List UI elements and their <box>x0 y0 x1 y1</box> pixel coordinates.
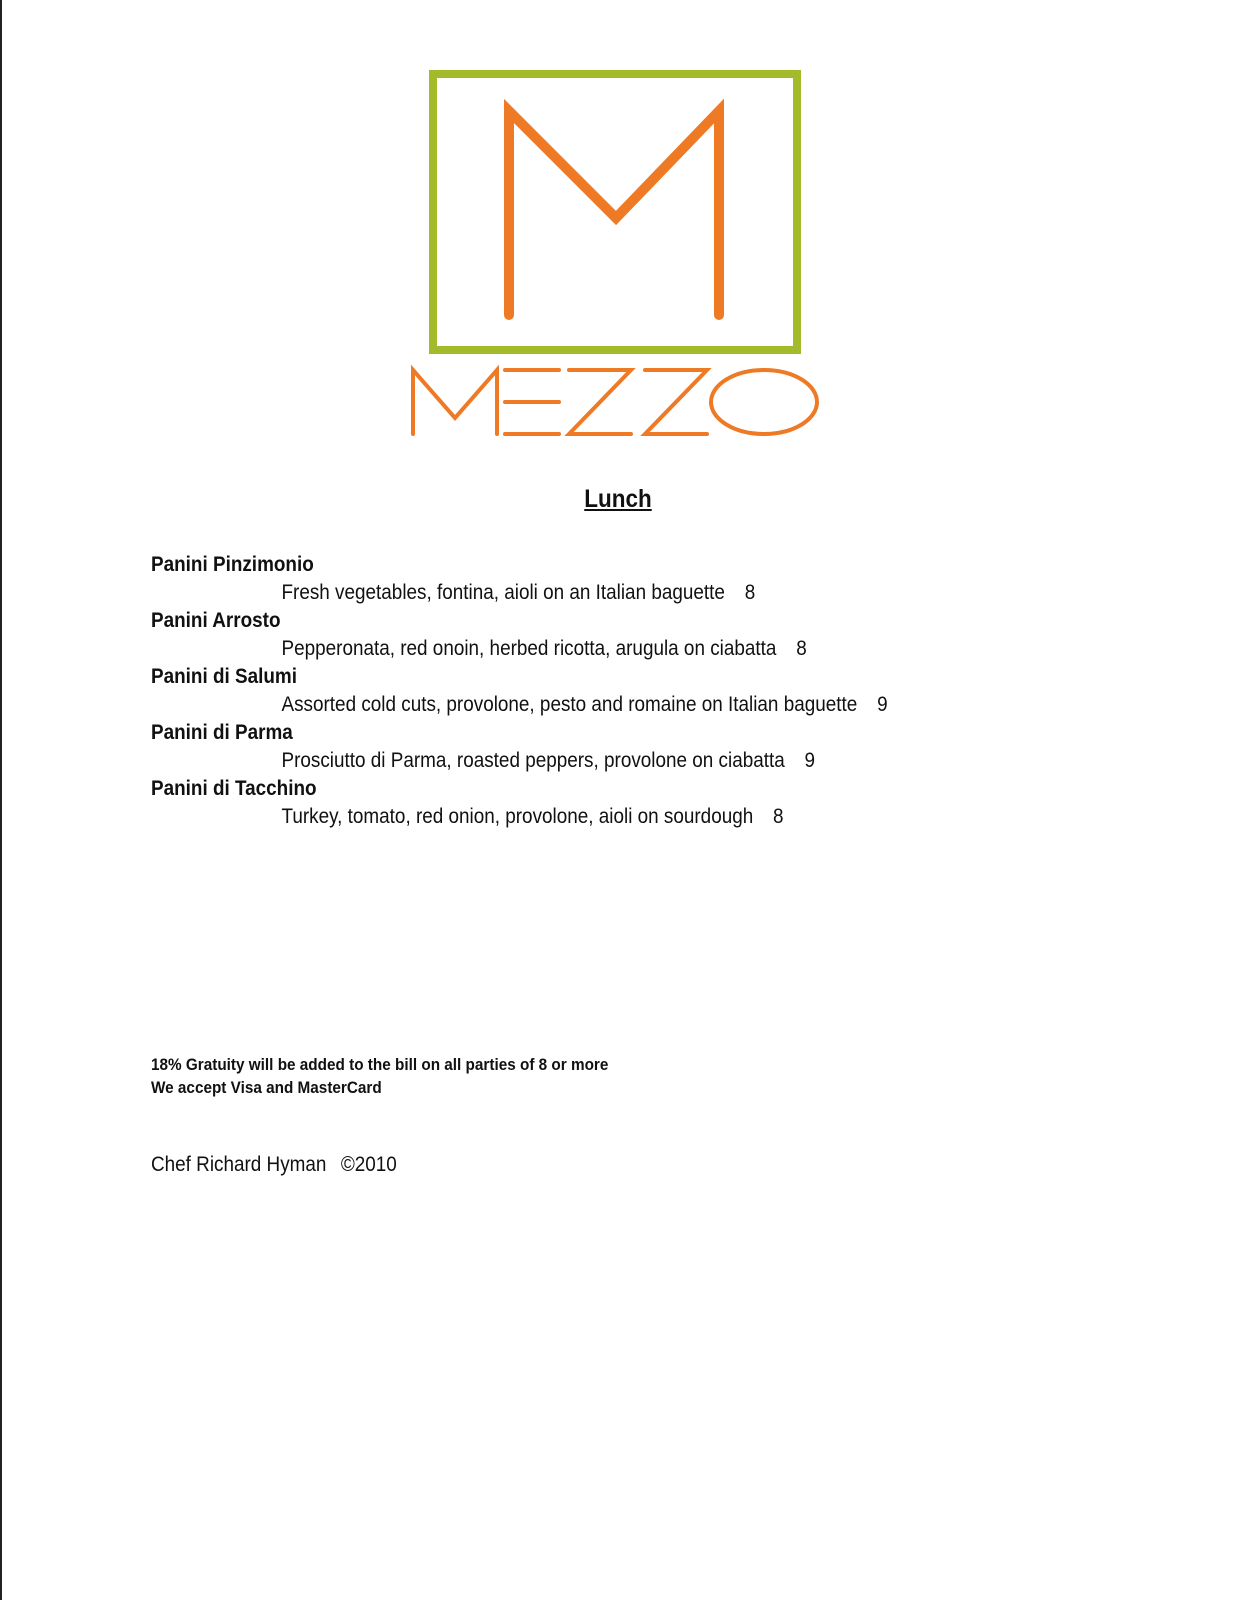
chef-credit: Chef Richard Hyman <box>151 1153 327 1176</box>
item-name: Panini di Salumi <box>151 665 297 688</box>
menu-item <box>151 719 1051 775</box>
footer <box>151 1153 397 1177</box>
item-name: Panini Arrosto <box>151 609 281 632</box>
gratuity-note: 18% Gratuity will be added to the bill on all parties of 8 or more <box>151 1055 609 1074</box>
payment-note: We accept Visa and MasterCard <box>151 1078 382 1097</box>
item-price: 8 <box>773 805 784 828</box>
item-description: Turkey, tomato, red onion, provolone, aioli on sourdough <box>281 805 754 828</box>
menu-item <box>151 607 1051 663</box>
item-description: Assorted cold cuts, provolone, pesto and romaine on Italian baguette <box>281 693 858 716</box>
item-description: Fresh vegetables, fontina, aioli on an Italian baguette <box>281 581 725 604</box>
logo-wordmark <box>413 370 817 434</box>
copyright: ©2010 <box>340 1153 397 1176</box>
item-name: Panini Pinzimonio <box>151 553 314 576</box>
item-name: Panini di Parma <box>151 721 293 744</box>
item-description: Prosciutto di Parma, roasted peppers, provolone on ciabatta <box>281 749 785 772</box>
item-description-line <box>151 747 961 775</box>
page-edge <box>0 0 2 1600</box>
logo-monogram-m <box>509 111 719 315</box>
menu-item <box>151 551 1051 607</box>
menu-item <box>151 775 1051 831</box>
item-price: 8 <box>796 637 807 660</box>
item-description-line <box>151 635 961 663</box>
menu-item <box>151 663 1051 719</box>
item-price: 9 <box>877 693 888 716</box>
item-name: Panini di Tacchino <box>151 777 317 800</box>
item-description-line <box>151 803 961 831</box>
item-price: 9 <box>804 749 816 772</box>
item-description-line <box>151 691 961 719</box>
menu-title: Lunch <box>584 485 652 513</box>
mezzo-logo <box>405 68 830 448</box>
item-description-line <box>151 579 961 607</box>
policy-notes <box>151 1053 608 1099</box>
menu-items <box>151 551 1051 831</box>
item-description: Pepperonata, red onoin, herbed ricotta, arugula on ciabatta <box>281 637 777 660</box>
item-price: 8 <box>744 581 756 604</box>
